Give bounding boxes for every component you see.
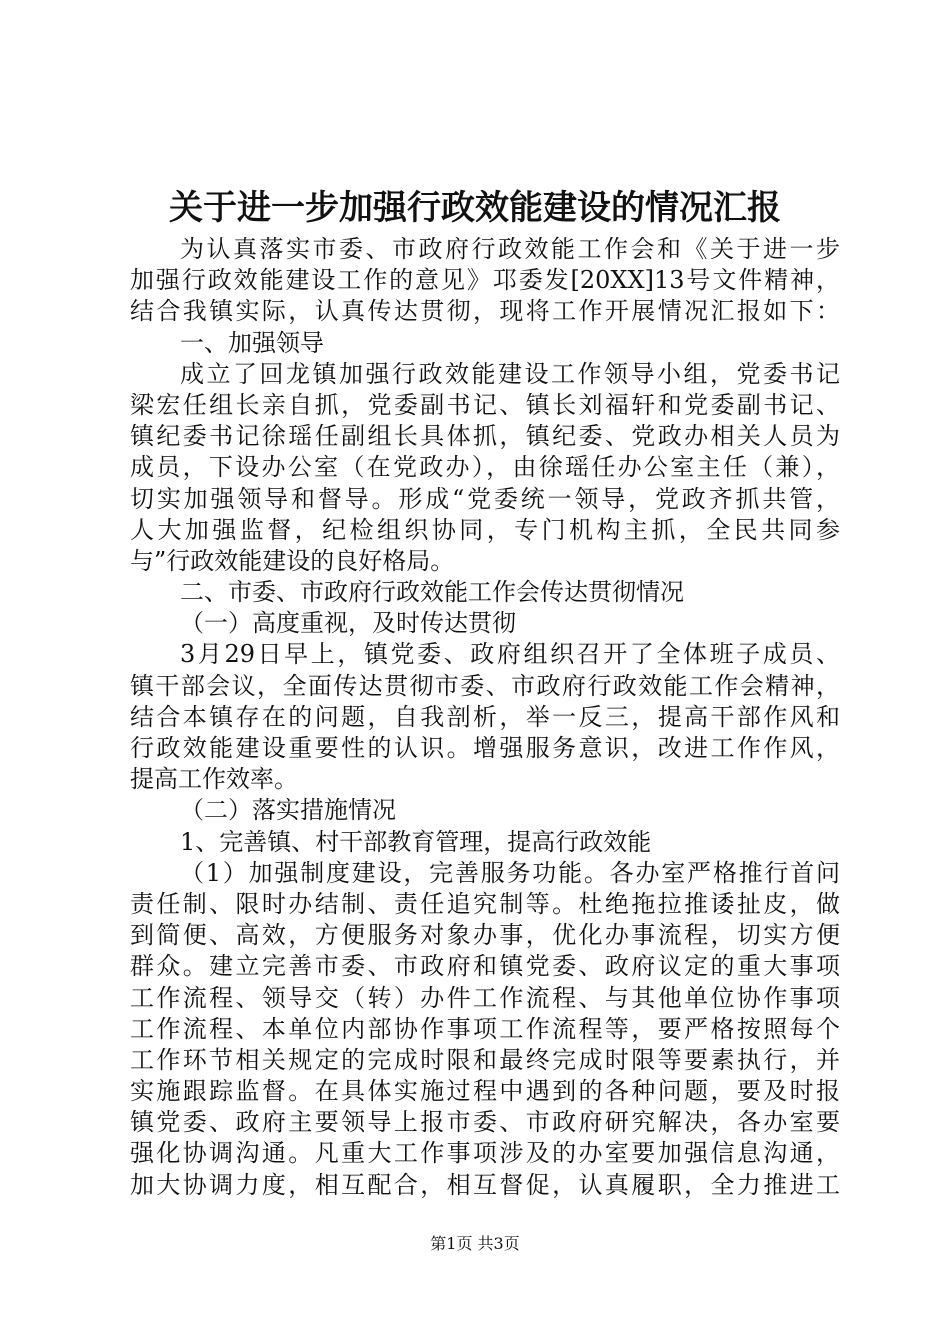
paragraph-line: 工作流程、本单位内部协作事项工作流程等，要严格按照每个: [130, 1014, 840, 1043]
paragraph-line: 成立了回龙镇加强行政效能建设工作领导小组，党委书记: [180, 359, 840, 388]
paragraph-line: 提高工作效率。: [130, 765, 298, 794]
page-number-footer: 第1页 共3页: [430, 1234, 520, 1253]
paragraph-line: 镇纪委书记徐瑶任副组长具体抓，镇纪委、党政办相关人员为: [130, 422, 840, 451]
section-heading: 一、加强领导: [180, 328, 324, 357]
document-body: [130, 234, 840, 1201]
paragraph-line: 责任制、限时办结制、责任追究制等。杜绝拖拉推诿扯皮，做: [130, 889, 840, 918]
paragraph-line: 到简便、高效，方便服务对象办事，优化办事流程，切实方便: [130, 921, 840, 950]
paragraph-line: 加大协调力度，相互配合，相互督促，认真履职，全力推进工: [130, 1170, 840, 1199]
paragraph-line: 为认真落实市委、市政府行政效能工作会和《关于进一步: [180, 235, 840, 263]
paragraph-line: 3月29日早上，镇党委、政府组织召开了全体班子成员、: [180, 640, 840, 669]
section-heading: 二、市委、市政府行政效能工作会传达贯彻情况: [180, 578, 684, 607]
paragraph-line: 切实加强领导和督导。形成“党委统一领导，党政齐抓共管，: [130, 484, 840, 513]
subsection-heading: （一）高度重视，及时传达贯彻: [180, 609, 516, 638]
paragraph-line: 梁宏任组长亲自抓，党委副书记、镇长刘福轩和党委副书记、: [130, 390, 840, 419]
paragraph-line: 强化协调沟通。凡重大工作事项涉及的办室要加强信息沟通，: [130, 1139, 840, 1168]
paragraph-line: 人大加强监督，纪检组织协同，专门机构主抓，全民共同参: [130, 515, 840, 544]
paragraph-line: 实施跟踪监督。在具体实施过程中遇到的各种问题，要及时报: [130, 1077, 840, 1106]
paragraph-line: 工作流程、领导交（转）办件工作流程、与其他单位协作事项: [130, 983, 840, 1012]
subsection-heading: （二）落实措施情况: [180, 796, 396, 825]
paragraph-line: 镇干部会议，全面传达贯彻市委、市政府行政效能工作会精神，: [130, 671, 840, 700]
paragraph-line: 行政效能建设重要性的认识。增强服务意识，改进工作作风，: [130, 734, 840, 762]
paragraph-line: 镇党委、政府主要领导上报市委、市政府研究解决，各办室要: [130, 1108, 840, 1137]
paragraph-line: 成员，下设办公室（在党政办），由徐瑶任办公室主任（兼），: [130, 453, 840, 482]
paragraph-line: 与”行政效能建设的良好格局。: [130, 546, 455, 575]
paragraph-line: （1）加强制度建设，完善服务功能。各办室严格推行首问: [180, 858, 840, 887]
paragraph-line: 结合本镇存在的问题，自我剖析，举一反三，提高干部作风和: [130, 702, 840, 731]
paragraph-line: 群众。建立完善市委、市政府和镇党委、政府议定的重大事项: [130, 952, 840, 981]
subsection-heading: 1、完善镇、村干部教育管理，提高行政效能: [180, 827, 652, 856]
paragraph-line: 加强行政效能建设工作的意见》邛委发[20XX]13号文件精神，: [130, 266, 840, 295]
document-title: 关于进一步加强行政效能建设的情况汇报: [169, 188, 781, 228]
paragraph-line: 工作环节相关规定的完成时限和最终完成时限等要素执行，并: [130, 1045, 840, 1074]
paragraph-line: 结合我镇实际，认真传达贯彻，现将工作开展情况汇报如下：: [130, 297, 840, 326]
